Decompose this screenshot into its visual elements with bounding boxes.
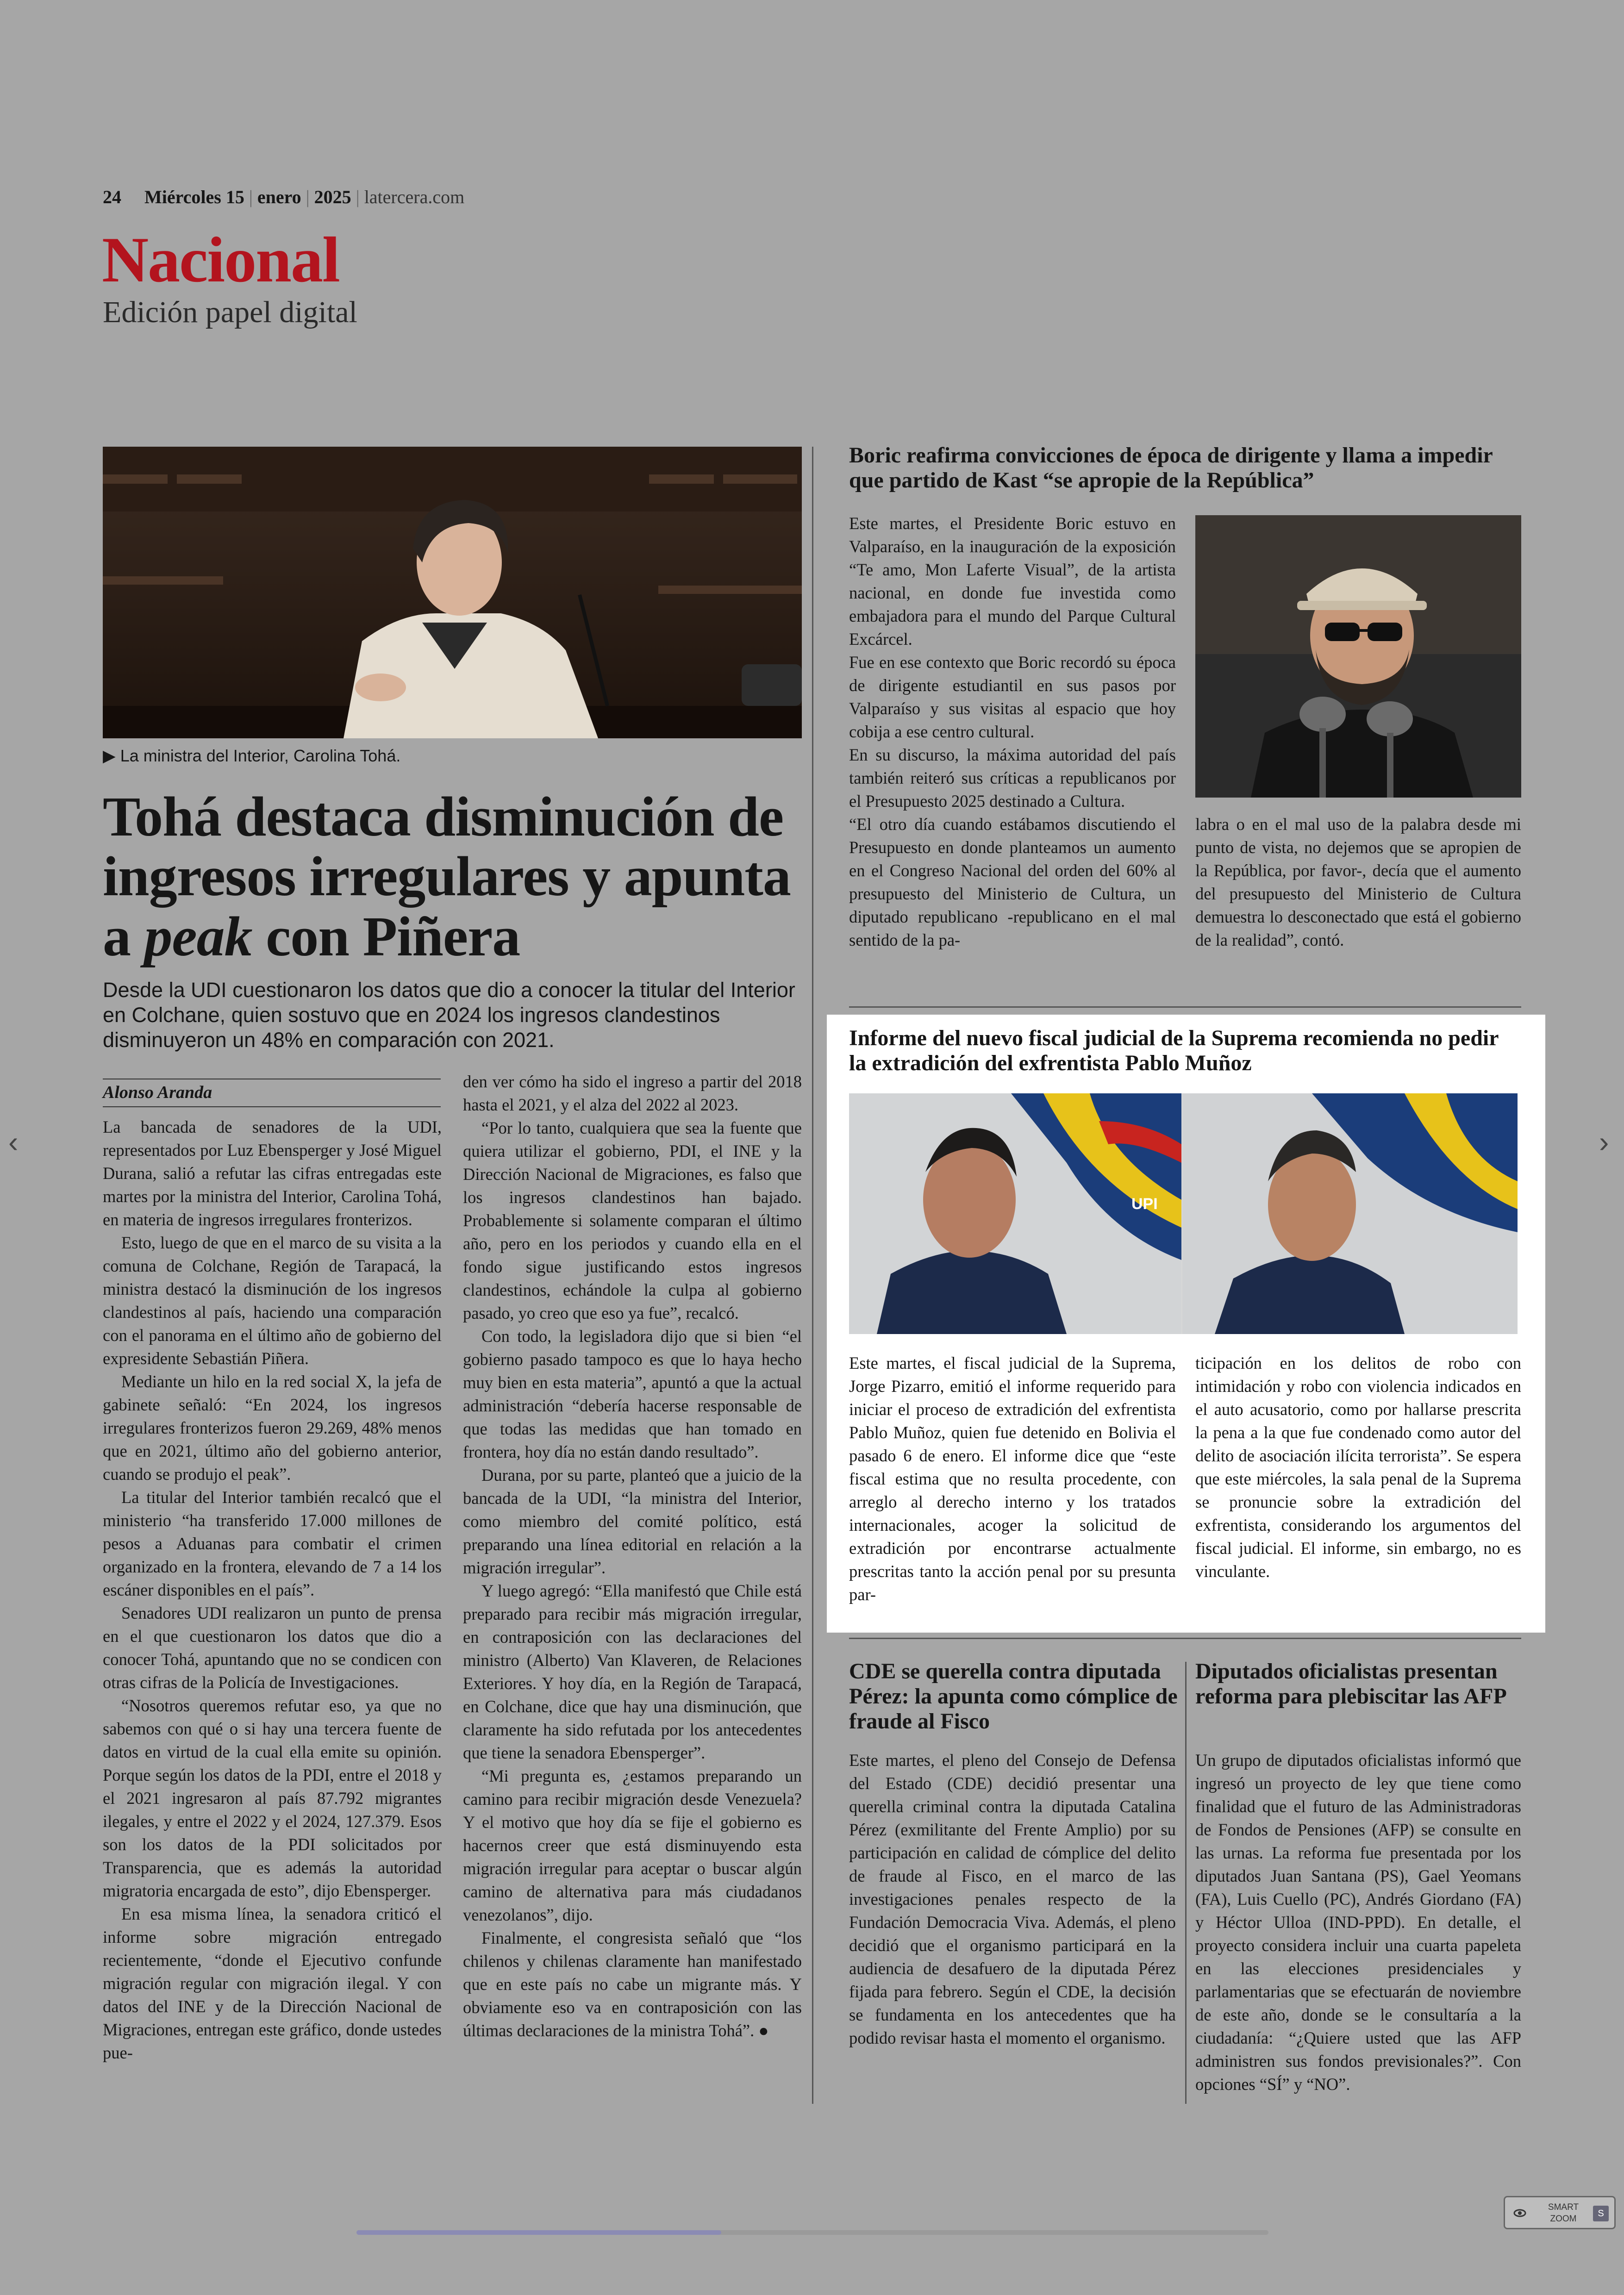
photo-caption: ▶ La ministra del Interior, Carolina Tohá. bbox=[103, 746, 401, 765]
main-headline: Tohá destaca disminución de ingresos irregulares y apunta a peak con Piñera bbox=[103, 786, 791, 968]
paragraph: Con todo, la legisladora dijo que si bien “el gobierno pasado tampoco es que lo haya hecho muy bien en esta materia”, apuntó a que la actual administración “debería hacerse responsable de que todas las medidas que han tomado en frontera, hoy día no están dando resultado”. bbox=[463, 1327, 802, 1461]
column-divider bbox=[812, 447, 813, 2104]
date-year: 2025 bbox=[314, 187, 351, 207]
boric-headline: Boric reafirma convicciones de época de dirigente y llama a impedir que partido de Kast “se apropie de la República” bbox=[849, 443, 1493, 493]
byline: Alonso Aranda bbox=[103, 1083, 212, 1102]
cde-body: Este martes, el pleno del Consejo de Defensa del Estado (CDE) decidió presentar una querella criminal contra la diputada Catalina Pérez (exmilitante del Frente Amplio) por su participación en calidad de cómplice del delito de fraude al Fisco, en el marco de las investigaciones penales respecto de la Fundación Democracia Viva. Además, el pleno decidió que el organismo participará en la audiencia de desafuero de la diputada Pérez fijada para febrero. Según el CDE, la decisión se fundamenta en los antecedentes que ha podido revisar hasta el momento el organismo. bbox=[849, 1751, 1176, 2047]
paragraph: “Por lo tanto, cualquiera que sea la fuente que quiera utilizar el gobierno, PDI, el INE y la Dirección Nacional de Migraciones, es falso que los ingresos clandestinos han bajado. Probablemente si solamente comparan el último año, pero en los periodos y cuando ella en el fondo sigue justificando estos ingresos clandestinos, echándole la culpa al gobierno pasado, yo creo que eso ya fue”, recalcó. bbox=[463, 1118, 802, 1322]
boric-column-1 bbox=[849, 512, 1176, 952]
paragraph: En su discurso, la máxima autoridad del país también reiteró sus críticas a republicanos por el Presupuesto 2025 destinado a Cultura. bbox=[849, 745, 1176, 811]
fiscal-column-2: ticipación en los delitos de robo con intimidación y robo con violencia indicados en el auto acusatorio, como por hallarse prescrita la pena a la que fue condenado como autor del delito de asociación ilícita terrorista”. Se espera que este miércoles, la sala penal de la Suprema se pronuncie sobre la extradición del exfrentista, considerando los argumentos del fiscal judicial. El informe, sin embargo, no es vinculante. bbox=[1195, 1353, 1521, 1581]
fiscal-headline: Informe del nuevo fiscal judicial de la Suprema recomienda no pedir la extradición del exfrentista Pablo Muñoz bbox=[849, 1026, 1499, 1076]
paragraph: Finalmente, el congresista señaló que “los chilenos y chilenas claramente han manifestado que en este país no cabe un migrante más. Y obviamente eso va en contraposición con las últimas declaraciones de la ministra Tohá”. ● bbox=[463, 1928, 802, 2040]
paragraph: Esto, luego de que en el marco de su visita a la comuna de Colchane, Región de Tarapacá, la ministra destacó la disminución de los ingresos clandestinos al país, haciendo una comparación con el panorama en el último año de gobierno del expresidente Sebastián Piñera. bbox=[103, 1233, 442, 1368]
paragraph: Este martes, el Presidente Boric estuvo en Valparaíso, en la inauguración de la exposición “Te amo, Mon Laferte Visual”, de la artista nacional, en donde fue investida como embajadora para el mundo del Parque Cultural Excárcel. bbox=[849, 514, 1176, 649]
site-name: latercera.com bbox=[364, 187, 465, 207]
paragraph: En esa misma línea, la senadora criticó el informe sobre migración entregado recientemente, “donde el Ejecutivo confunde migración regular con migración ilegal. Y con datos del INE y de la Dirección Nacional de Migraciones, entregan este gráfico, donde ustedes pue- bbox=[103, 1904, 442, 2062]
page-number: 24 bbox=[103, 187, 121, 207]
main-story-column-1 bbox=[103, 1116, 442, 2064]
separator-boric bbox=[849, 1006, 1521, 1008]
afp-body: Un grupo de diputados oficialistas informó que ingresó un proyecto de ley que tiene como finalidad que el futuro de las Administradoras de Fondos de Pensiones (AFP) se consulte en las urnas. La reforma fue presentada por los diputados Juan Santana (PS), Gael Yeomans (FA), Luis Cuello (PC), Andrés Giordano (FA) y Héctor Ulloa (IND-PPD). En detalle, el proyecto considera incluir una cuarta papeleta en las elecciones presidenciales y parlamentarias que se efectuarán de noviembre de este año, donde se le consultaría a la ciudadanía: “¿Quiere usted que las AFP administren sus fondos previsionales?”. Con opciones “SÍ” y “NO”. bbox=[1195, 1751, 1521, 2094]
munoz-photos bbox=[849, 1093, 1518, 1334]
zoom-shortcut-key: S bbox=[1593, 2206, 1609, 2221]
paragraph: La titular del Interior también recalcó que el ministerio “ha transferido 17.000 millones de pesos a Aduanas para combatir el crimen organizado en la frontera, elevando de 7 a 14 los escáner disponibles en el país”. bbox=[103, 1488, 442, 1599]
paragraph: La bancada de senadores de la UDI, representados por Luz Ebensperger y José Miguel Durana, salió a refutar las cifras entregadas este martes por la ministra del Interior, Carolina Tohá, en materia de ingresos irregulares fronterizos. bbox=[103, 1117, 442, 1229]
section-subtitle: Edición papel digital bbox=[103, 295, 357, 329]
date-day: Miércoles 15 bbox=[144, 187, 244, 207]
date-month: enero bbox=[257, 187, 301, 207]
paragraph: Y luego agregó: “Ella manifestó que Chile está preparado para recibir más migración irregular, en contraposición con las declaraciones del ministro (Alberto) Van Klaveren, de Relaciones Exteriores. Y hoy día, en la Región de Tarapacá, en Colchane, dice que hay una disminución, que claramente ha sido refutada por los antecedentes que tiene la senadora Ebensperger”. bbox=[463, 1581, 802, 1762]
paragraph: Fue en ese contexto que Boric recordó su época de dirigente estudiantil en sus pasos por Valparaíso y sus visitas al espacio que hoy cobija a ese centro cultural. bbox=[849, 653, 1176, 741]
section-title: Nacional bbox=[102, 224, 339, 296]
bottom-column-divider bbox=[1185, 1662, 1187, 2104]
paragraph: Senadores UDI realizaron un punto de prensa en el que cuestionaron los datos que dio a conocer Tohá, apuntando que no se condicen con otras cifras de la Policía de Investigaciones. bbox=[103, 1603, 442, 1692]
cde-headline: CDE se querella contra diputada Pérez: la apunta como cómplice de fraude al Fisco bbox=[849, 1659, 1178, 1734]
progress-fill bbox=[356, 2230, 721, 2235]
boric-column-2: labra o en el mal uso de la palabra desde mi punto de vista, no dejemos que se apropien de la República, por favor-, decía que el aumento del presupuesto del Ministerio de Cultura demuestra lo desconectado que está el gobierno de la realidad”, contó. bbox=[1195, 815, 1521, 949]
boric-photo bbox=[1195, 515, 1521, 798]
paragraph: “Mi pregunta es, ¿estamos preparando un camino para recibir migración desde Venezuela? Y el motivo que hoy día se fije el gobierno es hacernos creer que está disminuyendo esta migración irregular para aceptar o buscar algún camino de alternativa para más ciudadanos venezolanos”, dijo. bbox=[463, 1766, 802, 1924]
photo-wall-text: UPI bbox=[1131, 1195, 1158, 1213]
byline-rule-bottom bbox=[103, 1106, 441, 1107]
fiscal-column-1: Este martes, el fiscal judicial de la Suprema, Jorge Pizarro, emitió el informe requerido para iniciar el proceso de extradición del exfrentista Pablo Muñoz, quien fue detenido en Bolivia el pasado 6 de enero. El informe dice que “este fiscal estima que no resulta procedente, con arreglo al derecho interno y los tratados internacionales, acoger la solicitud de extradición por encontrarse actualmente prescritas tanto la acción penal por su presunta par- bbox=[849, 1353, 1176, 1604]
paragraph: “El otro día cuando estábamos discutiendo el Presupuesto en donde planteamos un aumento en el Congreso Nacional del orden del 60% al presupuesto del Ministerio de Cultura, un diputado republicano -republicano en el mal sentido de la pa- bbox=[849, 815, 1176, 949]
paragraph: “Nosotros queremos refutar eso, ya que no sabemos con qué o si hay una tercera fuente de datos en virtud de la cual ella emite su opinión. Porque según los datos de la PDI, entre el 2018 y el 2021 ingresaron al país 87.792 migrantes ilegales, y entre el 2022 y el 2024, 127.379. Esos son los datos de la PDI solicitados por Transparencia, que es además la autoridad migratoria encargada de esto”, dijo Ebensperger. bbox=[103, 1696, 442, 1900]
eye-icon bbox=[1513, 2207, 1526, 2220]
next-page-button[interactable]: › bbox=[1599, 1125, 1609, 1159]
toha-photo bbox=[103, 447, 802, 738]
main-story-column-2 bbox=[463, 1070, 802, 2042]
separator-fiscal bbox=[849, 1638, 1521, 1639]
main-deck: Desde la UDI cuestionaron los datos que dio a conocer la titular del Interior en Colchane, quien sostuvo que en 2024 los ingresos clandestinos disminuyeron un 48% en comparación con 2021. bbox=[103, 978, 795, 1052]
smart-zoom-button[interactable] bbox=[1504, 2196, 1616, 2229]
paragraph: den ver cómo ha sido el ingreso a partir del 2018 hasta el 2021, y el alza del 2022 al 2023. bbox=[463, 1072, 802, 1114]
afp-headline: Diputados oficialistas presentan reforma para plebiscitar las AFP bbox=[1195, 1659, 1507, 1709]
paragraph: Mediante un hilo en la red social X, la jefa de gabinete señaló: “En 2024, los ingresos irregulares fronterizos fueron 29.269, 48% menos que en 2021, último año del gobierno anterior, cuando se produjo el peak”. bbox=[103, 1372, 442, 1484]
date-line: 24 Miércoles 15 | enero | 2025 | latercera.com bbox=[103, 187, 465, 207]
paragraph: Durana, por su parte, planteó que a juicio de la bancada de la UDI, “la ministra del Interior, como miembro del comité político, está preparando una línea editorial en relación a la migración irregular”. bbox=[463, 1466, 802, 1577]
previous-page-button[interactable]: ‹ bbox=[8, 1125, 19, 1159]
smart-zoom-label: SMART ZOOM bbox=[1548, 2202, 1579, 2224]
